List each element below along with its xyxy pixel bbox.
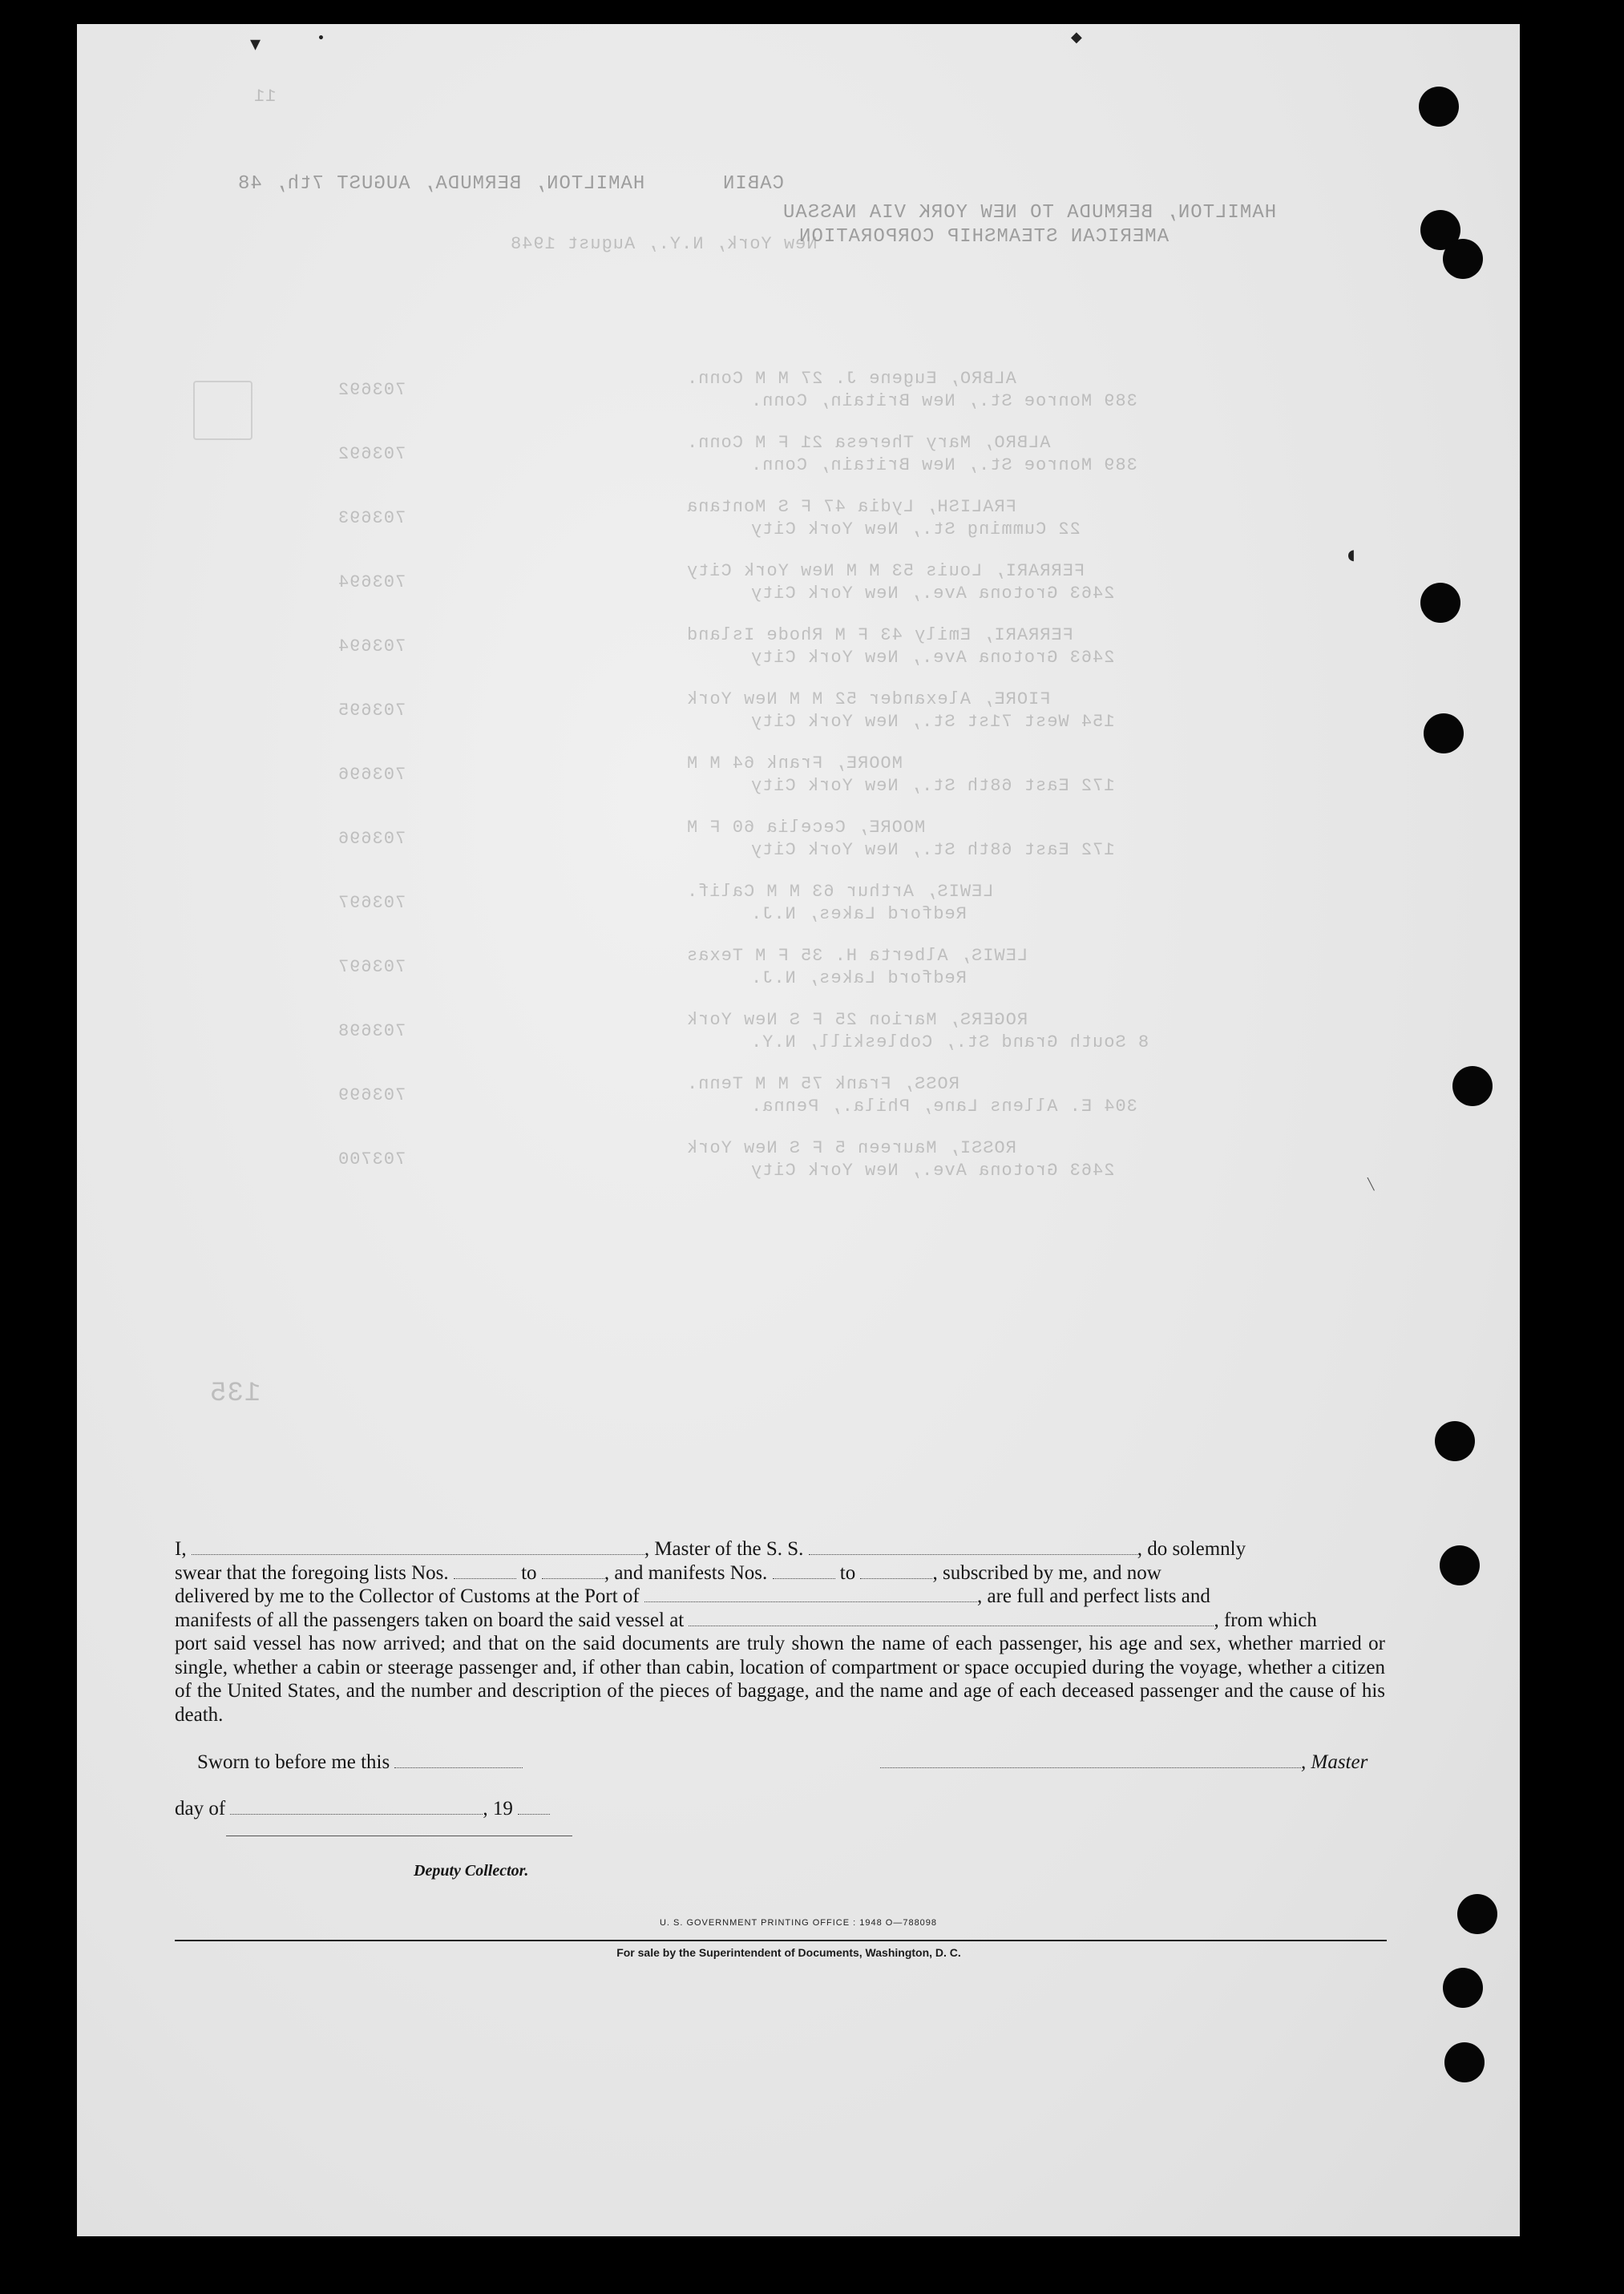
day-of-label: day of — [175, 1798, 226, 1819]
footer-text: For sale by the Superintendent of Documents, Washington, D. C. — [616, 1946, 961, 1959]
punch-hole — [1435, 1421, 1475, 1461]
oath-paragraph — [175, 1537, 1385, 1727]
oath-from-which: , from which — [1214, 1609, 1317, 1631]
bleed-row-number: 703696 — [337, 765, 406, 785]
punch-hole — [1443, 239, 1483, 279]
oath-i: I, — [175, 1538, 187, 1560]
speck-mark: ╲ — [1367, 1178, 1375, 1191]
bleed-page-number: 11 — [253, 87, 277, 107]
bleed-row-address: 8 South Grand St., Cobleskill, N.Y. — [750, 1032, 1149, 1052]
bleed-header-place: New York, N.Y., August 1948 — [510, 234, 818, 254]
bleed-row-address: 172 East 68th St., New York City — [750, 840, 1115, 860]
oath-delivered: delivered by me to the Collector of Customs at the Port of — [175, 1585, 640, 1607]
bleed-row-number: 703700 — [337, 1149, 406, 1169]
ship-blank[interactable] — [809, 1538, 1137, 1555]
deputy-label: Deputy Collector. — [414, 1862, 529, 1880]
oath-line-2 — [175, 1561, 1385, 1585]
faint-stamp-box — [193, 381, 252, 440]
speck-mark: ▾ — [250, 32, 261, 56]
bleed-row-address: Redford Lakes, N.J. — [750, 904, 967, 924]
master-label: , Master — [1301, 1751, 1368, 1773]
manifests-to-blank[interactable] — [860, 1562, 932, 1579]
bleed-stamp: 135 — [209, 1379, 261, 1409]
bleed-row-address: 2463 Grotona Ave., New York City — [750, 1161, 1115, 1181]
bleed-row-number: 703699 — [337, 1085, 406, 1105]
lists-to-blank[interactable] — [542, 1562, 604, 1579]
oath-line-3 — [175, 1585, 1385, 1609]
punch-hole — [1440, 1545, 1480, 1585]
printing-office-line: U. S. GOVERNMENT PRINTING OFFICE : 1948 O—788098 — [659, 1918, 938, 1928]
sworn-label: Sworn to before me this — [197, 1751, 390, 1773]
departure-port-blank[interactable] — [689, 1609, 1214, 1626]
bleed-row-number: 703693 — [337, 508, 406, 528]
port-blank[interactable] — [644, 1585, 977, 1602]
bleed-row-number: 703698 — [337, 1021, 406, 1041]
bleed-row-name: ALBRO, Mary Theresa 21 F M Conn. — [686, 433, 1051, 453]
bleed-row-number: 703696 — [337, 829, 406, 849]
bleed-row-name: FERRARI, Emily 43 F M Rhode Island — [686, 625, 1073, 645]
month-blank[interactable] — [230, 1798, 483, 1815]
speck-mark: ◆ — [1071, 29, 1082, 46]
bleed-row-address: Redford Lakes, N.J. — [750, 968, 967, 988]
footer-rule — [175, 1940, 1387, 1941]
oath-master-of-ss: , Master of the S. S. — [644, 1538, 804, 1560]
bleed-header-right: HAMILTON, BERMUDA TO NEW YORK VIA NASSAU — [782, 202, 1277, 224]
bleed-row-address: 2463 Grotona Ave., New York City — [750, 584, 1115, 604]
year-blank[interactable] — [518, 1798, 550, 1815]
bleed-row-number: 703694 — [337, 636, 406, 656]
punch-hole — [1419, 87, 1459, 127]
name-blank[interactable] — [192, 1538, 644, 1555]
lists-from-blank[interactable] — [454, 1562, 516, 1579]
oath-line-4 — [175, 1609, 1385, 1633]
bleed-row-name: ROGERS, Marion 25 F S New York — [686, 1010, 1028, 1030]
bleed-header-cabin: CABIN — [722, 173, 785, 195]
bleed-row-name: ROSSI, Maureen 5 F S New York — [686, 1138, 1016, 1158]
bleed-header-left: HAMILTON, BERMUDA, AUGUST 7th, 48 — [237, 173, 645, 195]
bleed-row-name: LEWIS, Alberta H. 35 F M Texas — [686, 946, 1028, 966]
punch-hole — [1457, 1894, 1497, 1934]
bleed-row-number: 703694 — [337, 572, 406, 592]
bleed-row-number: 703692 — [337, 380, 406, 400]
bleed-row-number: 703697 — [337, 957, 406, 977]
bleed-row-address: 2463 Grotona Ave., New York City — [750, 648, 1115, 668]
bleed-row-address: 304 E. Allens Lane, Phila., Penna. — [750, 1097, 1137, 1117]
bleed-row-number: 703695 — [337, 701, 406, 721]
master-signature-blank[interactable] — [880, 1751, 1301, 1768]
speck-mark: ◖ — [1347, 547, 1355, 563]
oath-subscribed: , subscribed by me, and now — [932, 1561, 1161, 1584]
punch-hole — [1444, 2042, 1485, 2082]
speck-mark: • — [317, 32, 325, 45]
oath-body: port said vessel has now arrived; and that on the said documents are truly shown the name of each passenger, his age and sex, whether married or single, whether a cabin or steerage passenger and, if other than cabin, location of compartment or space occupied during the voyage, whether a citizen of the United States, and the number and description of the pieces of baggage, and the name and age of each deceased passenger and the cause of his death. — [175, 1633, 1385, 1726]
bleed-header-right-2: AMERICAN STEAMSHIP CORPORATION — [798, 226, 1170, 248]
oath-full-and-perfect: , are full and perfect lists and — [977, 1585, 1210, 1607]
bleed-row-number: 703692 — [337, 444, 406, 464]
bleed-row-number: 703697 — [337, 893, 406, 913]
oath-swear: swear that the foregoing lists Nos. — [175, 1561, 449, 1584]
manifests-from-blank[interactable] — [773, 1562, 835, 1579]
punch-hole — [1424, 713, 1464, 753]
bleed-row-address: 172 East 68th St., New York City — [750, 776, 1115, 796]
oath-and-manifests: , and manifests Nos. — [604, 1561, 768, 1584]
bleed-row-name: FRALISH, Lydia 47 F S Montana — [686, 497, 1016, 517]
manifest-sheet — [77, 24, 1520, 2236]
oath-line-1 — [175, 1537, 1385, 1561]
punch-hole — [1443, 1968, 1483, 2008]
bleed-row-name: MOORE, Cecelia 60 F M — [686, 818, 926, 838]
nineteen-label: , 19 — [483, 1798, 513, 1819]
bleed-row-name: FIORE, Alexander 52 M M New York — [686, 689, 1051, 709]
punch-hole — [1420, 583, 1460, 623]
sworn-date-blank[interactable] — [394, 1751, 523, 1768]
oath-to-2: to — [839, 1561, 856, 1584]
bleed-row-name: FERRARI, Louis 53 M M New York City — [686, 561, 1085, 581]
oath-do-solemnly: , do solemnly — [1137, 1538, 1246, 1560]
bleed-row-name: MOORE, Frank 64 M M — [686, 753, 903, 773]
sworn-row — [197, 1751, 523, 1774]
bleed-row-address: 22 Cumming St., New York City — [750, 519, 1081, 539]
oath-manifests-of-all: manifests of all the passengers taken on board the said vessel at — [175, 1609, 685, 1631]
bleed-row-address: 389 Monroe St., New Britain, Conn. — [750, 391, 1137, 411]
oath-to-1: to — [521, 1561, 537, 1584]
punch-hole — [1452, 1066, 1493, 1106]
day-of-row — [175, 1798, 550, 1820]
bleed-row-name: ALBRO, Eugene J. 27 M M Conn. — [686, 369, 1016, 389]
master-row — [880, 1751, 1367, 1774]
bleed-row-name: ROSS, Frank 75 M M Tenn. — [686, 1074, 959, 1094]
bleed-row-address: 154 West 71st St., New York City — [750, 712, 1115, 732]
bleed-row-name: LEWIS, Arthur 63 M M Calif. — [686, 882, 994, 902]
bleed-row-address: 389 Monroe St., New Britain, Conn. — [750, 455, 1137, 475]
